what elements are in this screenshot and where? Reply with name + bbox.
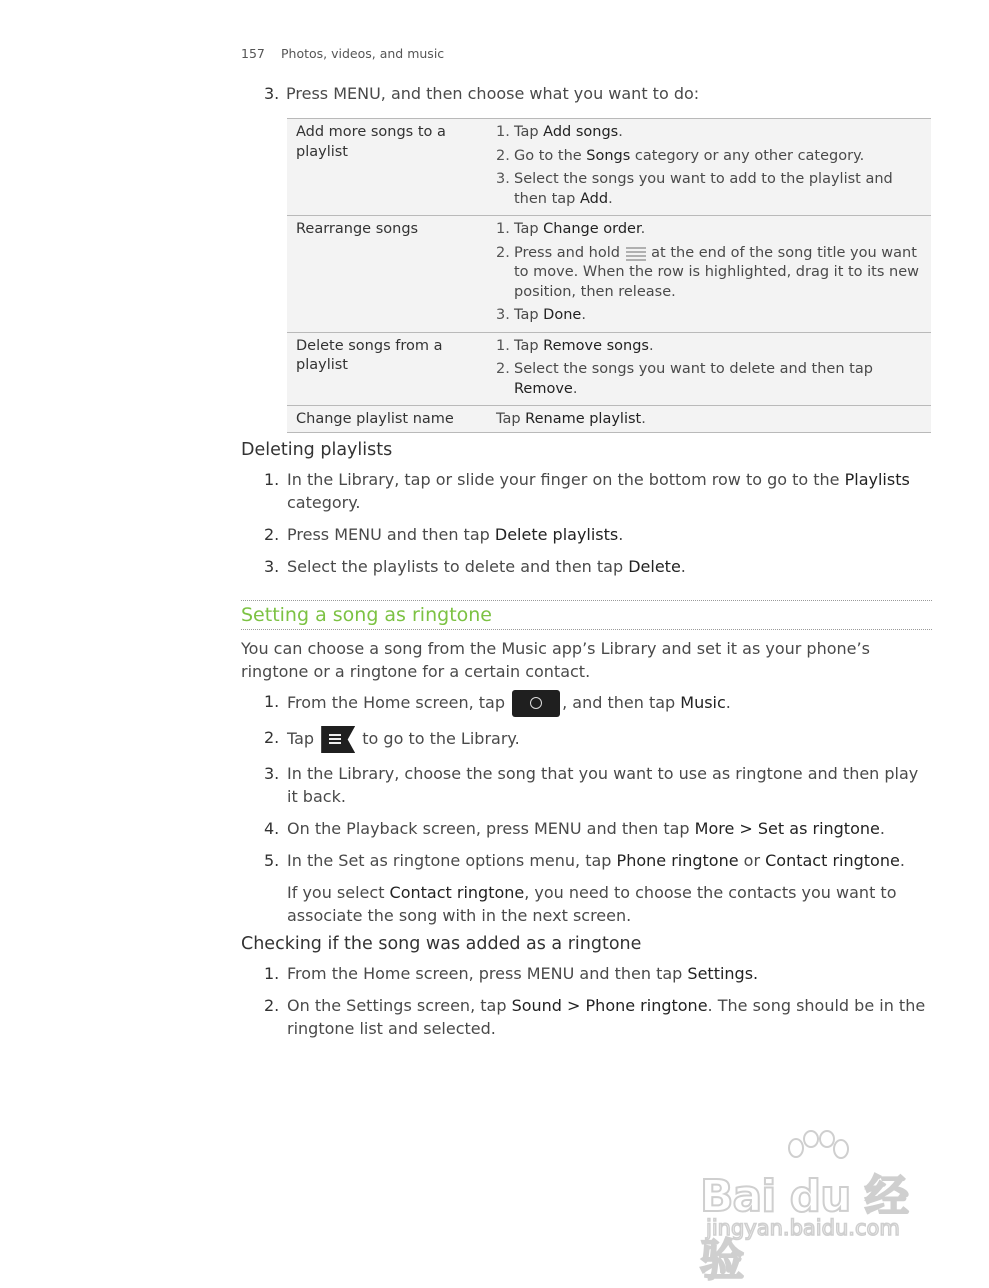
checking-heading: Checking if the song was added as a ringtone <box>241 934 642 954</box>
baidu-watermark <box>700 1130 940 1286</box>
list-item: 3. Select the playlists to delete and then tap Delete. <box>264 557 686 576</box>
watermark-logo-text: Bai du 经验 <box>700 1171 908 1286</box>
list-item: 1. In the Library, tap or slide your finger on the bottom row to go to the Playlists category. <box>264 470 910 512</box>
list-item: 2. Tap to go to the Library. <box>264 726 932 753</box>
intro-step: 3. Press MENU, and then choose what you want to do: <box>264 84 700 103</box>
list-item: 3. Select the songs you want to add to the playlist and then tap Add. <box>496 171 893 207</box>
deleting-steps <box>264 468 932 587</box>
action-cell: Rearrange songs <box>287 216 487 333</box>
action-cell: Change playlist name <box>287 406 487 433</box>
all-apps-icon <box>512 690 560 717</box>
ringtone-steps <box>264 690 932 936</box>
ringtone-note: If you select Contact ringtone, you need to choose the contacts you want to associate the song with in the next screen. <box>287 883 897 925</box>
table-row <box>287 332 931 406</box>
table-row <box>287 216 931 333</box>
library-menu-icon <box>321 726 355 753</box>
drag-handle-icon <box>625 245 647 261</box>
list-item: 2. Press and hold at the end of the song title you want to move. When the row is highlighted, drag it to its new position, then release. <box>496 244 920 300</box>
action-cell: Add more songs to a playlist <box>287 119 487 216</box>
list-item: 5. In the Set as ringtone options menu, tap Phone ringtone or Contact ringtone. <box>264 851 905 870</box>
chapter-title: Photos, videos, and music <box>281 46 445 61</box>
page-header <box>241 46 444 61</box>
checking-steps <box>264 962 932 1049</box>
list-item: 1. Tap Remove songs. <box>496 337 654 354</box>
list-item: 2. On the Settings screen, tap Sound > Phone ringtone. The song should be in the ringtone list and selected. <box>264 996 926 1038</box>
table-row: Change playlist name Tap Rename playlist. <box>287 406 931 433</box>
list-item: 1. From the Home screen, press MENU and then tap Settings. <box>264 964 759 983</box>
deleting-heading: Deleting playlists <box>241 440 393 460</box>
page-number: 157 <box>241 46 265 61</box>
list-item: 2. Press MENU and then tap Delete playlists. <box>264 525 624 544</box>
action-cell: Delete songs from a playlist <box>287 332 487 406</box>
playlist-options-table <box>287 118 931 433</box>
list-item: 4. On the Playback screen, press MENU and then tap More > Set as ringtone. <box>264 819 885 838</box>
list-item: 1. From the Home screen, tap , and then tap Music. <box>264 690 932 717</box>
list-item: 2. Select the songs you want to delete and then tap Remove. <box>496 361 873 397</box>
list-item: 1. Tap Add songs. <box>496 124 623 140</box>
list-item: 3. In the Library, choose the song that you want to use as ringtone and then play it back. <box>264 764 919 806</box>
ringtone-intro: You can choose a song from the Music app’s Library and set it as your phone’s ringtone or a ringtone for a certain contact. <box>241 639 870 681</box>
watermark-url: jingyan.baidu.com <box>706 1216 900 1240</box>
table-row <box>287 119 931 216</box>
list-item: 3. Tap Done. <box>496 307 586 323</box>
list-item: 1. Tap Change order. <box>496 221 646 237</box>
section-title-ringtone: Setting a song as ringtone <box>241 600 932 630</box>
list-item: 2. Go to the Songs category or any other category. <box>496 147 865 164</box>
